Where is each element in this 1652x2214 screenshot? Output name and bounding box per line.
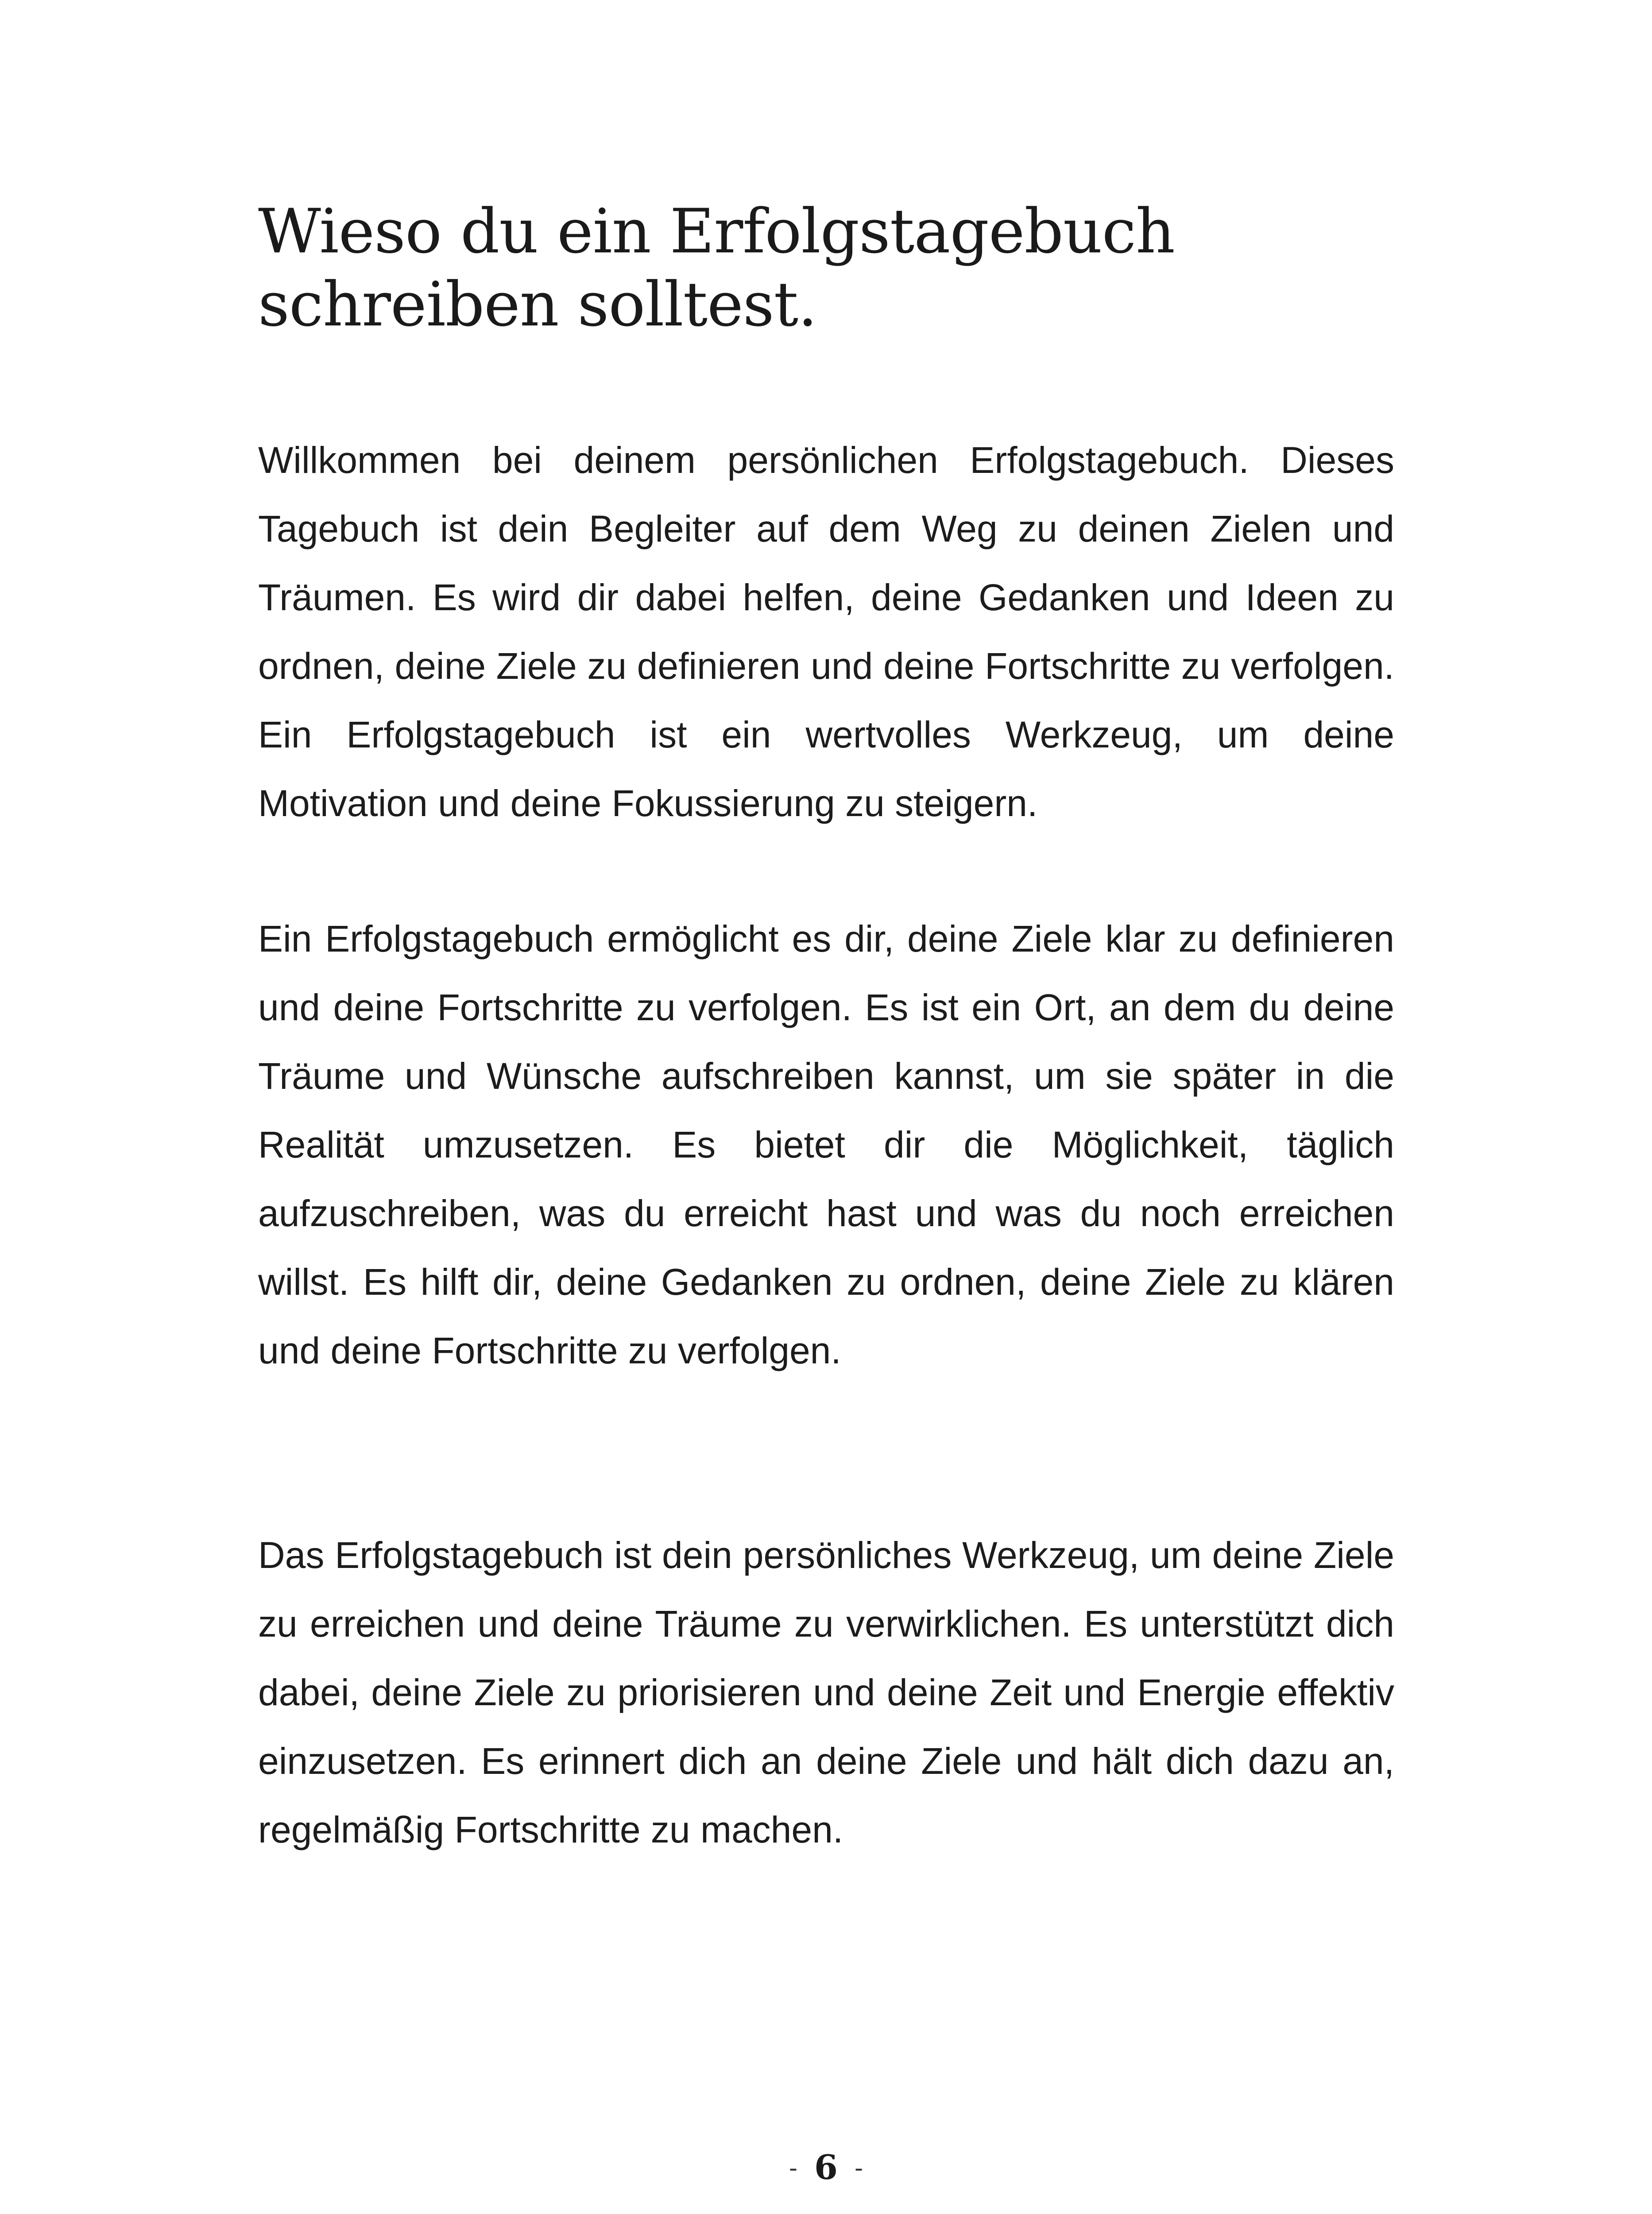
paragraph-3: Das Erfolgstagebuch ist dein persönliches Werkzeug, um deine Ziele zu erreichen und deine Träume zu verwirklichen. Es unterstützt dich dabei, deine Ziele zu priorisieren und deine Zeit und Energie effektiv einzusetzen. Es erinnert dich an deine Ziele und hält dich dazu an, regelmäßig Fortschritte zu machen.: [258, 1534, 1394, 1850]
page-number: [0, 2148, 1652, 2188]
paragraph-2: Ein Erfolgstagebuch ermöglicht es dir, deine Ziele klar zu definieren und deine Fortschritte zu verfolgen. Es ist ein Ort, an dem du deine Träume und Wünsche aufschreiben kannst, um sie später in die Realität umzusetzen. Es bietet dir die Möglichkeit, täglich aufzuschreiben, was du erreicht hast und was du noch erreichen willst. Es hilft dir, deine Gedanken zu ordnen, deine Ziele zu klären und deine Fortschritte zu verfolgen.: [258, 918, 1394, 1371]
page-title-line-1: Wieso du ein Erfolgstagebuch: [258, 196, 1175, 267]
page-number-value: 6: [814, 2148, 838, 2187]
page-number-dash-left: -: [789, 2154, 797, 2183]
paragraph-1: Willkommen bei deinem persönlichen Erfolgstagebuch. Dieses Tagebuch ist dein Begleiter auf dem Weg zu deinen Zielen und Träumen. Es wird dir dabei helfen, deine Gedanken und Ideen zu ordnen, deine Ziele zu definieren und deine Fortschritte zu verfolgen. Ein Erfolgstagebuch ist ein wertvolles Werkzeug, um deine Motivation und deine Fokussierung zu steigern.: [258, 439, 1394, 824]
page-title-line-2: schreiben solltest.: [258, 269, 817, 340]
page-number-dash-right: -: [855, 2154, 863, 2183]
page-title: [258, 195, 1454, 341]
